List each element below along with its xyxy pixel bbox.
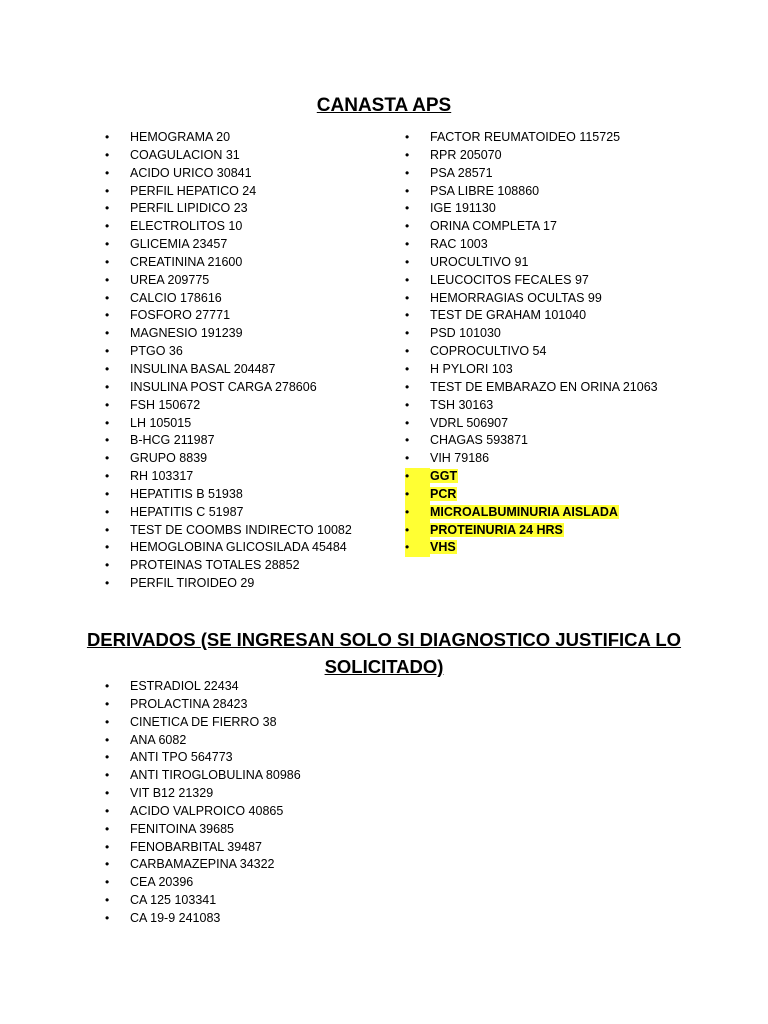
- list-item-text: HEMOGLOBINA GLICOSILADA 45484: [130, 540, 347, 555]
- bullet-icon: •: [105, 768, 110, 783]
- list-item: [105, 147, 352, 165]
- list-item: [405, 450, 658, 468]
- bullet-icon: •: [105, 344, 110, 359]
- list-item-text: HEPATITIS B 51938: [130, 486, 243, 501]
- bullet-icon: •: [405, 326, 410, 341]
- bullet-icon: •: [405, 147, 410, 162]
- list-item: [405, 539, 658, 557]
- bullet-icon: •: [105, 147, 110, 162]
- list-item-text: ANTI TPO 564773: [130, 750, 233, 765]
- list-item: [105, 557, 352, 575]
- list-item: [105, 504, 352, 522]
- canasta-left-list: [105, 129, 352, 593]
- list-item-text: PERFIL HEPATICO 24: [130, 183, 257, 198]
- list-item: [105, 767, 301, 785]
- list-item: [405, 200, 658, 218]
- list-item-text: GGT: [430, 469, 458, 484]
- list-item-text: ACIDO URICO 30841: [130, 165, 252, 180]
- list-item: [105, 236, 352, 254]
- bullet-icon: •: [105, 433, 110, 448]
- bullet-icon: •: [405, 130, 410, 144]
- bullet-icon: •: [105, 732, 110, 747]
- list-item-text: VIT B12 21329: [130, 786, 214, 801]
- list-item-text: CALCIO 178616: [130, 290, 222, 305]
- list-item: [105, 732, 301, 750]
- list-item-text: HEMOGRAMA 20: [130, 130, 231, 144]
- list-item: [105, 803, 301, 821]
- list-item: [105, 254, 352, 272]
- list-item: [105, 129, 352, 147]
- list-item: [405, 468, 658, 486]
- list-item-text: GLICEMIA 23457: [130, 237, 228, 252]
- bullet-icon: •: [105, 451, 110, 466]
- bullet-icon: •: [405, 201, 410, 216]
- list-item: [405, 272, 658, 290]
- bullet-icon: •: [105, 469, 110, 484]
- list-item: [105, 539, 352, 557]
- bullet-icon: •: [405, 344, 410, 359]
- bullet-icon: •: [405, 379, 410, 394]
- list-item: [405, 236, 658, 254]
- list-item: [405, 415, 658, 433]
- list-item: [105, 821, 301, 839]
- list-item-text: VIH 79186: [430, 451, 490, 466]
- list-item: [105, 874, 301, 892]
- list-item: [405, 325, 658, 343]
- list-item-text: COPROCULTIVO 54: [430, 344, 547, 359]
- list-item: [105, 165, 352, 183]
- list-item: [105, 343, 352, 361]
- list-item-text: FOSFORO 27771: [130, 308, 231, 323]
- list-item-text: ANTI TIROGLOBULINA 80986: [130, 768, 301, 783]
- list-item-text: HEMORRAGIAS OCULTAS 99: [430, 290, 602, 305]
- list-item-text: RAC 1003: [430, 237, 488, 252]
- list-item: [105, 785, 301, 803]
- list-item-text: TEST DE COOMBS INDIRECTO 10082: [130, 522, 352, 537]
- bullet-icon: •: [105, 219, 110, 234]
- bullet-icon: •: [105, 893, 110, 908]
- list-item-text: VDRL 506907: [430, 415, 509, 430]
- bullet-icon: •: [405, 415, 410, 430]
- list-item: [405, 522, 658, 540]
- bullet-icon: •: [105, 130, 110, 144]
- bullet-icon: •: [105, 540, 110, 555]
- list-item: [405, 254, 658, 272]
- list-item: [105, 910, 301, 928]
- bullet-icon: •: [405, 468, 430, 486]
- bullet-icon: •: [105, 486, 110, 501]
- list-item-text: B-HCG 211987: [130, 433, 215, 448]
- list-item-text: PERFIL LIPIDICO 23: [130, 201, 248, 216]
- bullet-icon: •: [405, 486, 430, 504]
- bullet-icon: •: [105, 803, 110, 818]
- list-item: [105, 200, 352, 218]
- bullet-icon: •: [105, 308, 110, 323]
- list-item: [105, 379, 352, 397]
- list-item-text: FACTOR REUMATOIDEO 115725: [430, 130, 621, 144]
- list-item: [105, 486, 352, 504]
- list-item-text: ORINA COMPLETA 17: [430, 219, 557, 234]
- list-item-text: CA 125 103341: [130, 893, 217, 908]
- list-item-text: PCR: [430, 486, 457, 501]
- bullet-icon: •: [405, 433, 410, 448]
- list-item: [105, 714, 301, 732]
- bullet-icon: •: [405, 397, 410, 412]
- list-item-text: VHS: [430, 540, 456, 555]
- list-item: [105, 325, 352, 343]
- bullet-icon: •: [105, 576, 110, 591]
- list-item: [105, 290, 352, 308]
- list-item-text: PSD 101030: [430, 326, 501, 341]
- list-item-text: TEST DE EMBARAZO EN ORINA 21063: [430, 379, 658, 394]
- list-item: [105, 839, 301, 857]
- list-item: [105, 450, 352, 468]
- list-item: [105, 272, 352, 290]
- bullet-icon: •: [105, 254, 110, 269]
- list-item: [405, 343, 658, 361]
- list-item: [105, 696, 301, 714]
- list-item-text: RH 103317: [130, 469, 194, 484]
- bullet-icon: •: [405, 237, 410, 252]
- list-item: [405, 165, 658, 183]
- list-item-text: RPR 205070: [430, 147, 502, 162]
- list-item-text: PROLACTINA 28423: [130, 696, 248, 711]
- list-item-text: MICROALBUMINURIA AISLADA: [430, 504, 618, 519]
- list-item: [105, 307, 352, 325]
- bullet-icon: •: [105, 183, 110, 198]
- list-item-text: CEA 20396: [130, 875, 194, 890]
- derivados-title: DERIVADOS (SE INGRESAN SOLO SI DIAGNOSTICO JUSTIFICA LO SOLICITADO): [86, 629, 682, 677]
- bullet-icon: •: [105, 696, 110, 711]
- list-item-text: CARBAMAZEPINA 34322: [130, 857, 275, 872]
- bullet-icon: •: [405, 290, 410, 305]
- list-item-text: INSULINA POST CARGA 278606: [130, 379, 317, 394]
- list-item-text: CREATININA 21600: [130, 254, 243, 269]
- bullet-icon: •: [105, 786, 110, 801]
- bullet-icon: •: [405, 451, 410, 466]
- bullet-icon: •: [105, 165, 110, 180]
- list-item: [405, 307, 658, 325]
- list-item: [105, 522, 352, 540]
- list-item-text: LH 105015: [130, 415, 192, 430]
- list-item-text: GRUPO 8839: [130, 451, 208, 466]
- bullet-icon: •: [405, 272, 410, 287]
- bullet-icon: •: [105, 821, 110, 836]
- list-item: [405, 504, 658, 522]
- bullet-icon: •: [105, 714, 110, 729]
- list-item-text: LEUCOCITOS FECALES 97: [430, 272, 589, 287]
- derivados-list: [105, 678, 301, 928]
- bullet-icon: •: [405, 183, 410, 198]
- list-item: [105, 432, 352, 450]
- bullet-icon: •: [105, 201, 110, 216]
- list-item: [405, 397, 658, 415]
- bullet-icon: •: [105, 558, 110, 573]
- list-item-text: PERFIL TIROIDEO 29: [130, 576, 255, 591]
- list-item-text: PSA LIBRE 108860: [430, 183, 540, 198]
- list-item-text: PTGO 36: [130, 344, 183, 359]
- bullet-icon: •: [405, 522, 430, 540]
- list-item-text: PSA 28571: [430, 165, 493, 180]
- list-item-text: CINETICA DE FIERRO 38: [130, 714, 277, 729]
- bullet-icon: •: [105, 415, 110, 430]
- list-item-text: FENITOINA 39685: [130, 821, 234, 836]
- canasta-title: CANASTA APS: [316, 95, 452, 116]
- bullet-icon: •: [105, 326, 110, 341]
- list-item-text: ANA 6082: [130, 732, 187, 747]
- bullet-icon: •: [405, 254, 410, 269]
- list-item-text: IGE 191130: [430, 201, 496, 216]
- list-item-text: FENOBARBITAL 39487: [130, 839, 263, 854]
- bullet-icon: •: [405, 361, 410, 376]
- bullet-icon: •: [405, 539, 430, 557]
- list-item-text: ELECTROLITOS 10: [130, 219, 243, 234]
- list-item: [105, 678, 301, 696]
- list-item: [105, 415, 352, 433]
- list-item-text: ESTRADIOL 22434: [130, 679, 239, 693]
- list-item: [405, 379, 658, 397]
- bullet-icon: •: [105, 750, 110, 765]
- list-item-text: PROTEINAS TOTALES 28852: [130, 558, 300, 573]
- bullet-icon: •: [105, 679, 110, 693]
- list-item: [105, 856, 301, 874]
- bullet-icon: •: [105, 361, 110, 376]
- list-item: [105, 575, 352, 593]
- bullet-icon: •: [405, 219, 410, 234]
- list-item-text: PROTEINURIA 24 HRS: [430, 522, 563, 537]
- bullet-icon: •: [405, 165, 410, 180]
- bullet-icon: •: [105, 857, 110, 872]
- list-item: [405, 486, 658, 504]
- bullet-icon: •: [105, 237, 110, 252]
- list-item-text: UREA 209775: [130, 272, 210, 287]
- list-item-text: COAGULACION 31: [130, 147, 240, 162]
- list-item-text: ACIDO VALPROICO 40865: [130, 803, 284, 818]
- list-item-text: HEPATITIS C 51987: [130, 504, 244, 519]
- bullet-icon: •: [405, 308, 410, 323]
- bullet-icon: •: [105, 875, 110, 890]
- list-item-text: UROCULTIVO 91: [430, 254, 529, 269]
- list-item: [105, 218, 352, 236]
- list-item: [105, 892, 301, 910]
- list-item: [405, 147, 658, 165]
- list-item-text: H PYLORI 103: [430, 361, 513, 376]
- list-item: [105, 397, 352, 415]
- list-item: [105, 749, 301, 767]
- bullet-icon: •: [105, 290, 110, 305]
- bullet-icon: •: [105, 910, 110, 925]
- bullet-icon: •: [105, 397, 110, 412]
- list-item: [105, 361, 352, 379]
- list-item: [105, 183, 352, 201]
- list-item-text: TSH 30163: [430, 397, 494, 412]
- list-item: [405, 290, 658, 308]
- list-item-text: CA 19-9 241083: [130, 910, 221, 925]
- bullet-icon: •: [105, 522, 110, 537]
- list-item-text: CHAGAS 593871: [430, 433, 528, 448]
- list-item: [405, 361, 658, 379]
- bullet-icon: •: [405, 504, 430, 522]
- bullet-icon: •: [105, 504, 110, 519]
- list-item: [405, 218, 658, 236]
- list-item-text: MAGNESIO 191239: [130, 326, 243, 341]
- bullet-icon: •: [105, 839, 110, 854]
- list-item: [405, 183, 658, 201]
- list-item-text: INSULINA BASAL 204487: [130, 361, 276, 376]
- bullet-icon: •: [105, 272, 110, 287]
- list-item: [405, 432, 658, 450]
- list-item-text: FSH 150672: [130, 397, 201, 412]
- list-item-text: TEST DE GRAHAM 101040: [430, 308, 587, 323]
- list-item: [105, 468, 352, 486]
- canasta-right-list: [405, 129, 658, 557]
- bullet-icon: •: [105, 379, 110, 394]
- list-item: [405, 129, 658, 147]
